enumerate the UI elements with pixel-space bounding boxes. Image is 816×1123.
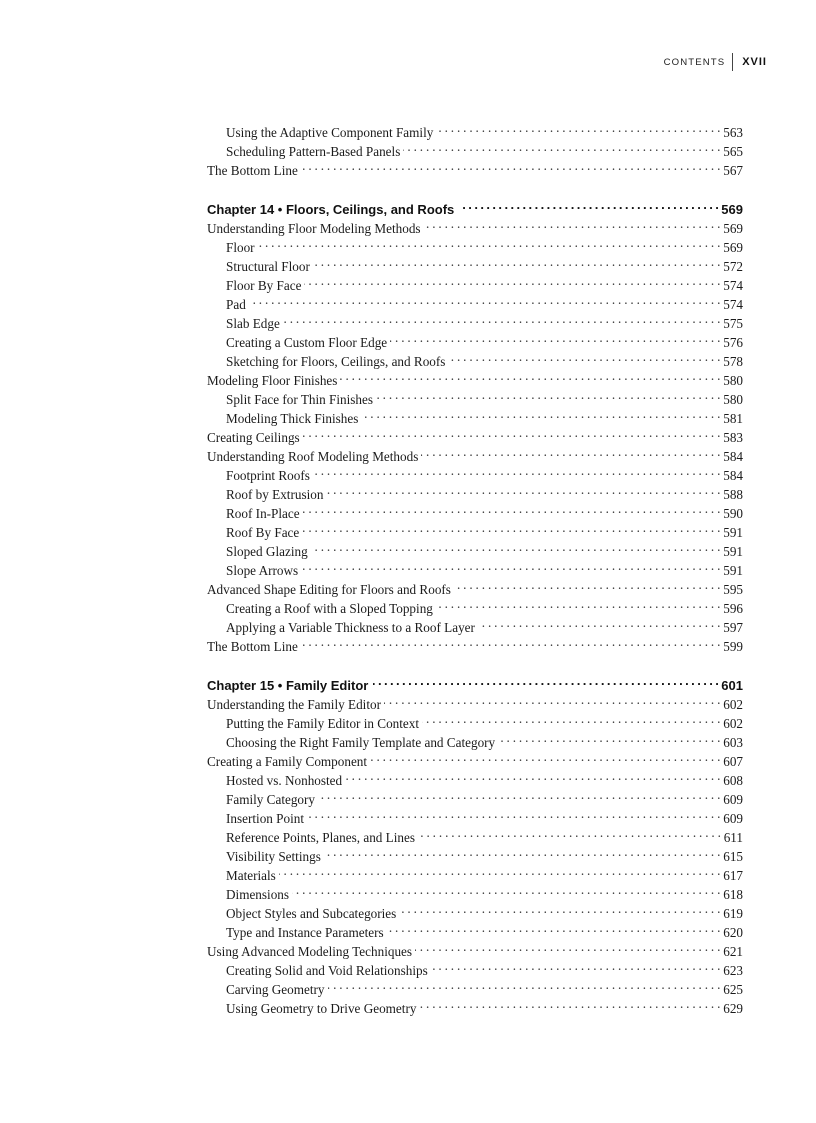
entry-page: 620 bbox=[723, 925, 743, 940]
entry-page: 619 bbox=[723, 906, 743, 921]
dot-leader bbox=[304, 271, 720, 290]
dot-leader bbox=[345, 766, 720, 785]
entry-title: Slope Arrows bbox=[226, 563, 299, 578]
entry-title: Using the Adaptive Component Family bbox=[226, 125, 434, 140]
dot-leader bbox=[436, 594, 720, 613]
chapter-page: 601 bbox=[721, 678, 743, 693]
entry-title: Sloped Glazing bbox=[226, 544, 308, 559]
dot-leader bbox=[403, 137, 720, 156]
entry-title: The Bottom Line bbox=[207, 163, 298, 178]
entry-title: Roof by Extrusion bbox=[226, 487, 324, 502]
entry-title: Understanding Roof Modeling Methods bbox=[207, 449, 419, 464]
entry-title: Roof In-Place bbox=[226, 506, 300, 521]
dot-leader bbox=[422, 709, 720, 728]
entry-page: 569 bbox=[723, 221, 743, 236]
entry-page: 591 bbox=[723, 525, 743, 540]
entry-page: 599 bbox=[723, 639, 743, 654]
entry-page: 609 bbox=[723, 792, 743, 807]
entry-title: Type and Instance Parameters bbox=[226, 925, 384, 940]
running-header-section: CONTENTS bbox=[663, 56, 726, 68]
dot-leader bbox=[313, 252, 720, 271]
entry-page: 597 bbox=[723, 620, 743, 635]
chapter-title: Chapter 14 • Floors, Ceilings, and Roofs bbox=[207, 202, 455, 217]
entry-page: 565 bbox=[723, 144, 743, 159]
entry-page: 625 bbox=[723, 982, 743, 997]
dot-leader bbox=[415, 937, 720, 956]
dot-leader bbox=[318, 785, 720, 804]
entry-title: Hosted vs. Nonhosted bbox=[226, 773, 343, 788]
dot-leader bbox=[373, 671, 718, 690]
chapter-14-heading[interactable] bbox=[207, 195, 743, 217]
entry-title: Creating Ceilings bbox=[207, 430, 300, 445]
entry-title: Floor bbox=[226, 240, 255, 255]
entry-page: 588 bbox=[723, 487, 743, 502]
entry-page: 590 bbox=[723, 506, 743, 521]
dot-leader bbox=[424, 214, 721, 233]
entry-page: 591 bbox=[723, 563, 743, 578]
entry-title: Materials bbox=[226, 868, 276, 883]
entry-title: Using Advanced Modeling Techniques bbox=[207, 944, 413, 959]
dot-leader bbox=[258, 233, 721, 252]
dot-leader bbox=[459, 195, 718, 214]
entry-page: 596 bbox=[723, 601, 743, 616]
entry-page: 574 bbox=[723, 278, 743, 293]
entry-title: Footprint Roofs bbox=[226, 468, 310, 483]
dot-leader bbox=[370, 747, 720, 766]
entry-page: 609 bbox=[723, 811, 743, 826]
entry-page: 615 bbox=[723, 849, 743, 864]
entry-title: Understanding Floor Modeling Methods bbox=[207, 221, 421, 236]
toc-entry[interactable] bbox=[207, 252, 743, 274]
dot-leader bbox=[326, 480, 720, 499]
entry-title: Creating a Family Component bbox=[207, 754, 368, 769]
chapter-title: Chapter 15 • Family Editor bbox=[207, 678, 369, 693]
dot-leader bbox=[384, 690, 720, 709]
dot-leader bbox=[418, 823, 721, 842]
entry-page: 611 bbox=[723, 830, 743, 845]
entry-page: 591 bbox=[723, 544, 743, 559]
entry-page: 569 bbox=[723, 240, 743, 255]
running-header-page-number: XVII bbox=[742, 56, 767, 68]
entry-page: 603 bbox=[723, 735, 743, 750]
entry-page: 617 bbox=[723, 868, 743, 883]
entry-title: Using Geometry to Drive Geometry bbox=[226, 1001, 417, 1016]
chapter-15-entries bbox=[207, 690, 743, 1016]
dot-leader bbox=[301, 556, 720, 575]
dot-leader bbox=[249, 290, 720, 309]
dot-leader bbox=[399, 899, 720, 918]
dot-leader bbox=[498, 728, 720, 747]
entry-page: 580 bbox=[723, 373, 743, 388]
dot-leader bbox=[303, 423, 721, 442]
dot-leader bbox=[307, 804, 720, 823]
entry-page: 567 bbox=[723, 163, 743, 178]
entry-page: 572 bbox=[723, 259, 743, 274]
running-header bbox=[664, 52, 767, 72]
dot-leader bbox=[454, 575, 720, 594]
entry-page: 580 bbox=[723, 392, 743, 407]
dot-leader bbox=[279, 861, 720, 880]
toc-entry[interactable] bbox=[207, 290, 743, 312]
entry-title: Roof By Face bbox=[226, 525, 300, 540]
dot-leader bbox=[387, 918, 721, 937]
entry-title: Visibility Settings bbox=[226, 849, 321, 864]
dot-leader bbox=[302, 518, 720, 537]
toc-entry[interactable] bbox=[207, 309, 743, 331]
entry-page: 629 bbox=[723, 1001, 743, 1016]
toc-entry[interactable] bbox=[207, 118, 743, 140]
entry-title: Object Styles and Subcategories bbox=[226, 906, 397, 921]
entry-page: 581 bbox=[723, 411, 743, 426]
entry-title: Carving Geometry bbox=[226, 982, 325, 997]
entry-title: Pad bbox=[226, 297, 246, 312]
toc-entry[interactable] bbox=[207, 328, 743, 350]
entry-title: Advanced Shape Editing for Floors and Roofs bbox=[207, 582, 451, 597]
dot-leader bbox=[436, 118, 720, 137]
entry-title: Creating Solid and Void Relationships bbox=[226, 963, 428, 978]
entry-title: Split Face for Thin Finishes bbox=[226, 392, 374, 407]
entry-title: Understanding the Family Editor bbox=[207, 697, 381, 712]
dot-leader bbox=[328, 975, 721, 994]
entry-title: Dimensions bbox=[226, 887, 290, 902]
chapter-14-entries bbox=[207, 214, 743, 654]
dot-leader bbox=[340, 366, 720, 385]
toc-intro-entries bbox=[207, 118, 743, 178]
entry-page: 602 bbox=[723, 716, 743, 731]
entry-page: 595 bbox=[723, 582, 743, 597]
dot-leader bbox=[283, 309, 720, 328]
entry-title: Family Category bbox=[226, 792, 316, 807]
dot-leader bbox=[301, 632, 720, 651]
entry-page: 576 bbox=[723, 335, 743, 350]
dot-leader bbox=[390, 328, 720, 347]
table-of-contents bbox=[207, 118, 743, 1016]
entry-page: 578 bbox=[723, 354, 743, 369]
entry-title: Insertion Point bbox=[226, 811, 305, 826]
entry-page: 618 bbox=[723, 887, 743, 902]
dot-leader bbox=[421, 442, 720, 461]
toc-entry[interactable] bbox=[207, 233, 743, 255]
entry-page: 602 bbox=[723, 697, 743, 712]
entry-title: Sketching for Floors, Ceilings, and Roofs bbox=[226, 354, 446, 369]
entry-title: Scheduling Pattern-Based Panels bbox=[226, 144, 401, 159]
entry-title: Slab Edge bbox=[226, 316, 280, 331]
entry-title: Modeling Thick Finishes bbox=[226, 411, 359, 426]
dot-leader bbox=[324, 842, 720, 861]
entry-page: 621 bbox=[723, 944, 743, 959]
entry-page: 607 bbox=[723, 754, 743, 769]
entry-page: 583 bbox=[723, 430, 743, 445]
chapter-15-heading[interactable] bbox=[207, 671, 743, 693]
dot-leader bbox=[301, 156, 720, 175]
entry-page: 584 bbox=[723, 449, 743, 464]
entry-title: Floor By Face bbox=[226, 278, 302, 293]
entry-page: 623 bbox=[723, 963, 743, 978]
toc-entry[interactable] bbox=[207, 861, 743, 883]
entry-title: Creating a Custom Floor Edge bbox=[226, 335, 388, 350]
dot-leader bbox=[419, 994, 720, 1013]
dot-leader bbox=[478, 613, 720, 632]
dot-leader bbox=[376, 385, 720, 404]
entry-title: Structural Floor bbox=[226, 259, 310, 274]
toc-entry[interactable] bbox=[207, 880, 743, 902]
entry-title: Creating a Roof with a Sloped Topping bbox=[226, 601, 433, 616]
dot-leader bbox=[303, 499, 721, 518]
entry-page: 608 bbox=[723, 773, 743, 788]
entry-title: Choosing the Right Family Template and Category bbox=[226, 735, 496, 750]
dot-leader bbox=[448, 347, 720, 366]
dot-leader bbox=[311, 537, 721, 556]
entry-title: Applying a Variable Thickness to a Roof Layer bbox=[226, 620, 475, 635]
entry-page: 575 bbox=[723, 316, 743, 331]
entry-page: 574 bbox=[723, 297, 743, 312]
dot-leader bbox=[431, 956, 720, 975]
dot-leader bbox=[361, 404, 720, 423]
entry-title: Reference Points, Planes, and Lines bbox=[226, 830, 415, 845]
entry-page: 584 bbox=[723, 468, 743, 483]
dot-leader bbox=[313, 461, 720, 480]
entry-page: 563 bbox=[723, 125, 743, 140]
chapter-page: 569 bbox=[721, 202, 743, 217]
dot-leader bbox=[292, 880, 720, 899]
entry-title: Putting the Family Editor in Context bbox=[226, 716, 420, 731]
entry-title: Modeling Floor Finishes bbox=[207, 373, 338, 388]
entry-title: The Bottom Line bbox=[207, 639, 298, 654]
